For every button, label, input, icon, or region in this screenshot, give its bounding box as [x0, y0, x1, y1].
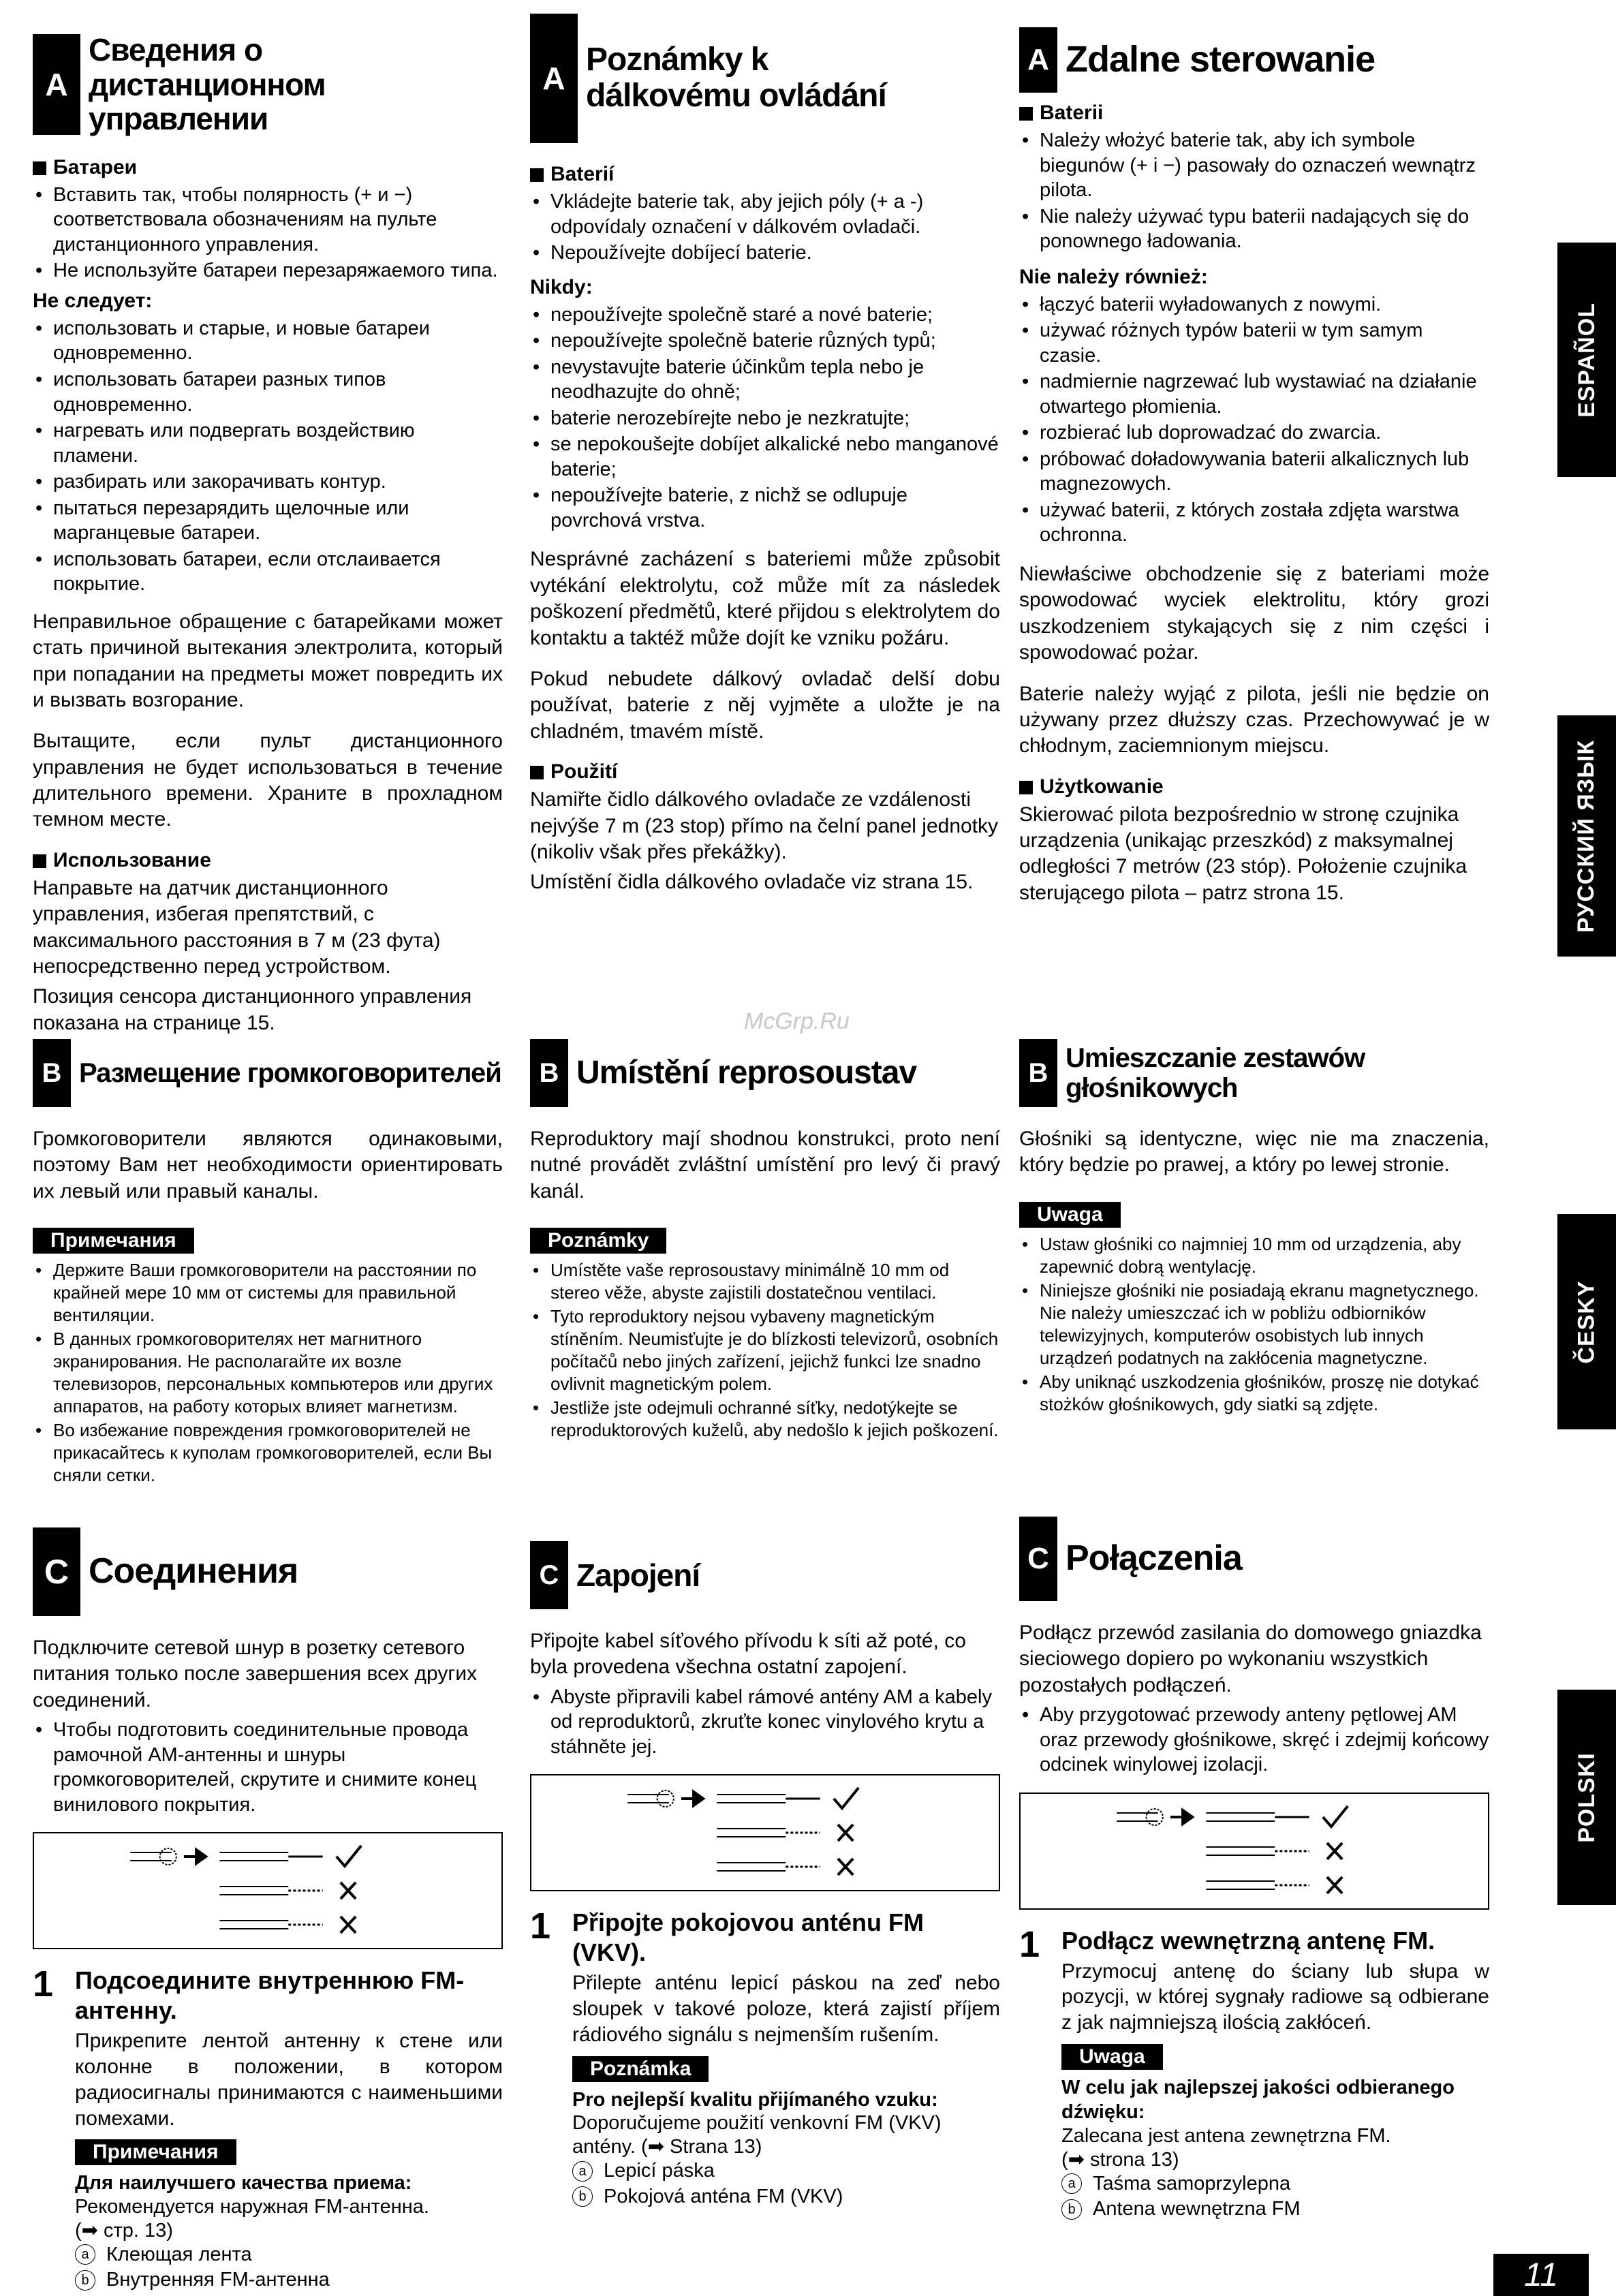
- section-letter: B: [1019, 1039, 1057, 1107]
- list-item: • Во избежание повреждения громкоговорителей не прикасайтесь к куполам громкоговорителей, если Вы сняли сетки.: [33, 1419, 503, 1487]
- wire-diagram: [531, 1775, 999, 1890]
- page-reference: (➡ стр. 13): [75, 2219, 173, 2241]
- prep-list: [33, 1718, 503, 1817]
- section-title: Zdalne sterowanie: [1066, 39, 1376, 80]
- letter-b-icon: b: [572, 2186, 593, 2207]
- letter-b-icon: b: [75, 2270, 95, 2291]
- list-item: • Aby przygotować przewody anteny pętlowej AM oraz przewody głośnikowe, skręć i zdejmij końcowy odcinek winylowej izolacji.: [1019, 1703, 1489, 1778]
- section-header: [1019, 1517, 1489, 1601]
- arrow-right-icon: [1170, 1810, 1192, 1824]
- side-tab-polski: POLSKI: [1557, 1690, 1616, 1905]
- wire-prep-diagram: [33, 1832, 503, 1949]
- list-item: • nevystavujte baterie účinkům tepla nebo je neodhazujte do ohně;: [530, 355, 1000, 405]
- dont-heading: Nie należy również:: [1019, 265, 1208, 288]
- list-item: • Nepoužívejte dobíjecí baterie.: [530, 241, 1000, 266]
- cross-icon: [838, 1825, 853, 1841]
- section-c-ru: [33, 1527, 503, 2293]
- batteries-list: [1019, 128, 1489, 254]
- list-item: • Należy włożyć baterie tak, aby ich symbole biegunów (+ i −) pasowały do oznaczeń wewnątrz pilota.: [1019, 128, 1489, 203]
- paragraph: Głośniki są identyczne, więc nie ma znaczenia, który będzie po prawej, a który po lewej stronie.: [1019, 1128, 1489, 1177]
- section-title: Umieszczanie zestawów głośnikowych: [1066, 1043, 1365, 1103]
- prep-list: [530, 1685, 1000, 1760]
- paragraph: Nesprávné zacházení s bateriemi může způsobit vytékání elektrolytu, což může mít za následek poškození předmětů, které přijdou s elektrolytem do kontaktu a taktéž může dojít ke vzniku požáru.: [530, 548, 1000, 649]
- cross-icon: [341, 1917, 356, 1933]
- notes-list: [33, 1259, 503, 1487]
- paragraph: Skierować pilota bezpośrednio w stronę czujnika urządzenia (unikając przeszkód) z maksymalnej odległości 7 metrów (23 stóp). Położenie czujnika sterującego pilota – patrz strona 15.: [1019, 803, 1467, 904]
- notes-label: Uwaga: [1019, 1202, 1121, 1228]
- section-header: [530, 1039, 1000, 1107]
- section-header: [33, 1039, 503, 1107]
- list-item: • Ustaw głośniki co najmniej 10 mm od urządzenia, aby zapewnić dobrą wentylację.: [1019, 1233, 1489, 1278]
- list-item: • Не используйте батареи перезаряжаемого типа.: [33, 258, 503, 283]
- section-c-pl: [1019, 1517, 1489, 2222]
- step-1: [1019, 1923, 1489, 2222]
- list-item: • использовать батареи разных типов одновременно.: [33, 367, 503, 417]
- section-b-cz: [530, 1039, 1000, 1443]
- section-a-cz: [530, 14, 1000, 900]
- list-item: • Vkládejte baterie tak, aby jejich póly (+ a -) odpovídaly označení v dálkovém ovladači.: [530, 189, 1000, 239]
- cross-icon: [1327, 1877, 1342, 1893]
- section-title: Соединения: [89, 1551, 298, 1592]
- label-b: b Pokojová anténa FM (VKV): [572, 2184, 1000, 2210]
- paragraph: Pokud nebudete dálkový ovladač delší dobu používat, baterie z něj vyjměte a uložte je na chladném, tmavém místě.: [530, 667, 1000, 743]
- list-item: • Вставить так, чтобы полярность (+ и −) соответствовала обозначениям на пульте дистанционного управления.: [33, 183, 503, 258]
- list-item: • пытаться перезарядить щелочные или марганцевые батареи.: [33, 496, 503, 546]
- list-item: • nadmiernie nagrzewać lub wystawiać na działanie otwartego płomienia.: [1019, 369, 1489, 419]
- section-c-cz: [530, 1541, 1000, 2209]
- wire-diagram: [1021, 1794, 1488, 1908]
- paragraph: Připojte kabel síťového přívodu k síti až poté, co byla provedena všechna ostatní zapojení.: [530, 1630, 966, 1679]
- section-letter: A: [1019, 27, 1057, 93]
- paragraph: Reproduktory mají shodnou konstrukci, proto není nutné provádět zvláštní umístění pro levý či pravý kanál.: [530, 1128, 1000, 1203]
- paragraph: Namiřte čidlo dálkového ovladače ze vzdálenosti nejvýše 7 m (23 stop) přímo na čelní panel jednotky (nikoliv však přes překážky).: [530, 788, 999, 863]
- section-header: [530, 14, 1000, 143]
- step-text: Прикрепите лентой антенну к стене или колонне в положении, в котором радиосигналы принимаются с наименьшими помехами.: [75, 2030, 503, 2130]
- section-header: [1019, 1039, 1489, 1107]
- section-header: [33, 33, 503, 136]
- step-1: [530, 1908, 1000, 2209]
- usage-heading: Использование: [33, 848, 503, 873]
- section-header: [530, 1541, 1000, 1609]
- list-item: • использовать и старые, и новые батареи одновременно.: [33, 316, 503, 366]
- batteries-list: [530, 189, 1000, 266]
- list-item: • Tyto reproduktory nejsou vybaveny magnetickým stíněním. Neumisťujte je do blízkosti televizorů, osobních počítačů nebo jiných zařízení, jejichž funkci lze snadno ovlivnit magnetickým polem.: [530, 1305, 1000, 1395]
- list-item: • łączyć baterii wyładowanych z nowymi.: [1019, 292, 1489, 317]
- best-reception-heading: Pro nejlepší kvalitu přijímaného vzuku:: [572, 2088, 938, 2111]
- list-item: • używać baterii, z których została zdjęta warstwa ochronna.: [1019, 498, 1489, 548]
- section-letter: C: [1019, 1517, 1057, 1601]
- section-letter: B: [530, 1039, 568, 1107]
- list-item: • В данных громкоговорителях нет магнитного экранирования. Не располагайте их возле телевизоров, персональных компьютеров или других аппаратов, на работу которых влияет магнетизм.: [33, 1328, 503, 1418]
- arrow-right-icon: [681, 1792, 703, 1805]
- watermark: McGrp.Ru: [744, 1008, 850, 1034]
- list-item: • Jestliže jste odejmuli ochranné síťky, nedotýkejte se reproduktorových kuželů, aby nedošlo k jejich poškození.: [530, 1397, 1000, 1442]
- letter-b-icon: b: [1061, 2199, 1082, 2220]
- list-item: • nepoužívejte společně baterie různých typů;: [530, 328, 1000, 354]
- list-item: • Aby uniknąć uszkodzenia głośników, proszę nie dotykać stożków głośnikowych, gdy siatki są zdjęte.: [1019, 1371, 1489, 1416]
- notes-list: [530, 1259, 1000, 1442]
- notes-list: [1019, 1233, 1489, 1416]
- paragraph: Вытащите, если пульт дистанционного управления не будет использоваться в течение длительного времени. Храните в прохладном темном месте.: [33, 730, 503, 831]
- paragraph: Направьте на датчик дистанционного управления, избегая препятствий, с максимального расстояния в 7 м (23 фута) непосредственно перед устройством.: [33, 876, 441, 978]
- best-reception-text: Doporučujeme použití venkovní FM (VKV) antény. (➡ Strana 13): [572, 2111, 942, 2158]
- list-item: • нагревать или подвергать воздействию пламени.: [33, 418, 503, 468]
- paragraph: Подключите сетевой шнур в розетку сетевого питания только после завершения всех других соединений.: [33, 1636, 478, 1711]
- paragraph: Громкоговорители являются одинаковыми, поэтому Вам нет необходимости ориентировать их левый или правый каналы.: [33, 1128, 503, 1203]
- section-letter: C: [33, 1527, 80, 1616]
- list-item: • próbować doładowywania baterii alkalicznych lub magnezowych.: [1019, 447, 1489, 497]
- letter-a-icon: a: [572, 2161, 593, 2182]
- notes-label: Uwaga: [1061, 2044, 1163, 2070]
- prep-list: [1019, 1703, 1489, 1778]
- batteries-list: [33, 183, 503, 283]
- paragraph: Niewłaściwe obchodzenie się z bateriami może spowodować wyciek elektrolitu, który grozi uszkodzeniem stykających się z nim części i spowodować pożar.: [1019, 562, 1489, 664]
- step-number: 1: [530, 1906, 551, 1947]
- section-a-ru: [33, 33, 503, 1040]
- paragraph: Umístění čidla dálkového ovladače viz strana 15.: [530, 871, 974, 894]
- list-item: • Nie należy używać typu baterii nadających się do ponownego ładowania.: [1019, 204, 1489, 254]
- list-item: • se nepokoušejte dobíjet alkalické nebo manganové baterie;: [530, 432, 1000, 482]
- step-1: [33, 1966, 503, 2293]
- dont-heading: Nikdy:: [530, 275, 593, 298]
- list-item: • nepoužívejte baterie, z nichž se odlupuje povrchová vrstva.: [530, 483, 1000, 533]
- section-title: Сведения о дистанционном управлении: [89, 32, 326, 137]
- list-item: • Umístěte vaše reprosoustavy minimálně 10 mm od stereo věže, abyste zajistili dostatečnou ventilaci.: [530, 1259, 1000, 1304]
- label-a: a Клеющая лента: [75, 2242, 503, 2268]
- notes-label: Poznámky: [530, 1228, 666, 1254]
- label-b: b Antena wewnętrzna FM: [1061, 2197, 1489, 2222]
- check-icon: [337, 1846, 361, 1866]
- paragraph: Позиция сенсора дистанционного управления показана на странице 15.: [33, 985, 472, 1034]
- list-item: • Niniejsze głośniki nie posiadają ekranu magnetycznego. Nie należy umieszczać ich w pobliżu odbiorników telewizyjnych, komputerów osobistych lub innych urządzeń podatnych na zakłócenia magnetyczne.: [1019, 1279, 1489, 1369]
- section-letter: C: [530, 1541, 568, 1609]
- letter-a-icon: a: [1061, 2173, 1082, 2194]
- list-item: • Держите Ваши громкоговорители на расстоянии по крайней мере 10 мм от системы для правильной вентиляции.: [33, 1259, 503, 1327]
- list-item: • rozbierać lub doprowadzać do zwarcia.: [1019, 420, 1489, 446]
- section-title: Poznámky k dálkovému ovládání: [586, 42, 886, 114]
- twist-icon: [657, 1790, 674, 1807]
- step-title: Подсоедините внутреннюю FM-антенну.: [75, 1966, 465, 2025]
- section-title: Zapojení: [576, 1557, 700, 1593]
- section-title: Połączenia: [1066, 1538, 1242, 1579]
- label-b: b Внутренняя FM-антенна: [75, 2267, 503, 2293]
- step-number: 1: [1019, 1923, 1040, 1965]
- notes-label: Примечания: [33, 1228, 194, 1254]
- letter-a-icon: a: [75, 2244, 95, 2265]
- check-icon: [1323, 1806, 1348, 1827]
- section-header: [1019, 27, 1489, 93]
- notes-label: Примечания: [75, 2139, 236, 2165]
- section-letter: A: [33, 34, 80, 135]
- label-a: a Lepicí páska: [572, 2158, 1000, 2184]
- cross-icon: [838, 1859, 853, 1875]
- best-reception-text: Zalecana jest antena zewnętrzna FM.: [1061, 2124, 1391, 2147]
- twist-icon: [1147, 1809, 1163, 1825]
- page-reference: (➡ strona 13): [1061, 2148, 1179, 2171]
- step-text: Přilepte anténu lepicí páskou na zeď nebo sloupek v takové poloze, která zajistí příjem rádiového signálu s nejmenším rušením.: [572, 1972, 1000, 2046]
- best-reception-text: Рекомендуется наружная FM-антенна.: [75, 2195, 429, 2218]
- check-icon: [834, 1788, 858, 1808]
- best-reception-heading: Для наилучшего качества приема:: [75, 2172, 412, 2194]
- usage-heading: Użytkowanie: [1019, 775, 1489, 799]
- side-tab-espanol: ESPAÑOL: [1557, 243, 1616, 477]
- wire-diagram: [34, 1833, 501, 1948]
- section-letter: A: [530, 14, 578, 143]
- dont-list: [33, 316, 503, 597]
- section-b-ru: [33, 1039, 503, 1488]
- cross-icon: [341, 1882, 356, 1899]
- section-letter: B: [33, 1039, 71, 1107]
- section-b-pl: [1019, 1039, 1489, 1417]
- label-a: a Taśma samoprzylepna: [1061, 2171, 1489, 2197]
- dont-list: [1019, 292, 1489, 548]
- section-title: Umístění reprosoustav: [576, 1054, 917, 1091]
- wire-prep-diagram: [1019, 1793, 1489, 1910]
- step-title: Podłącz wewnętrzną antenę FM.: [1061, 1926, 1435, 1955]
- list-item: • baterie nerozebírejte nebo je nezkratujte;: [530, 406, 1000, 431]
- dont-heading: Не следует:: [33, 289, 153, 312]
- step-text: Przymocuj antenę do ściany lub słupa w pozycji, w której sygnały radiowe są odbierane z jak najmniejszą ilością zakłóceń.: [1061, 1959, 1489, 2034]
- side-tab-russian: РУССКИЙ ЯЗЫК: [1557, 715, 1616, 957]
- paragraph: Неправильное обращение с батарейками может стать причиной вытекания электролита, который при попадании на предметы может повредить их и вызвать возгорание.: [33, 610, 503, 711]
- paragraph: Podłącz przewód zasilania do domowego gniazdka sieciowego dopiero po wykonaniu wszystkich pozostałych podłączeń.: [1019, 1622, 1482, 1696]
- batteries-heading: Батареи: [33, 155, 503, 180]
- list-item: • nepoužívejte společně staré a nové baterie;: [530, 302, 1000, 328]
- list-item: • Чтобы подготовить соединительные провода рамочной АМ-антенны и шнуры громкоговорителей, скрутите и снимите конец винилового покрытия.: [33, 1718, 503, 1817]
- step-title: Připojte pokojovou anténu FM (VKV).: [572, 1908, 924, 1967]
- paragraph: Baterie należy wyjąć z pilota, jeśli nie będzie on używany przez dłuższy czas. Przechowywać je w chłodnym, zaciemnionym miejscu.: [1019, 682, 1489, 758]
- section-a-pl: [1019, 27, 1489, 910]
- twist-icon: [160, 1848, 176, 1865]
- list-item: • разбирать или закорачивать контур.: [33, 469, 503, 495]
- wire-prep-diagram: [530, 1774, 1000, 1891]
- batteries-heading: Baterii: [1019, 101, 1489, 125]
- arrow-right-icon: [184, 1850, 206, 1863]
- side-tab-cesky: ČESKY: [1557, 1214, 1616, 1429]
- list-item: • Abyste připravili kabel rámové antény AM a kabely od reproduktorů, zkruťte konec vinylového krytu a stáhněte jej.: [530, 1685, 1000, 1760]
- dont-list: [530, 302, 1000, 533]
- notes-label: Poznámka: [572, 2056, 709, 2082]
- usage-heading: Použití: [530, 760, 1000, 784]
- list-item: • używać różnych typów baterii w tym samym czasie.: [1019, 318, 1489, 368]
- section-title: Размещение громкоговорителей: [79, 1058, 501, 1088]
- page-number: 11: [1493, 2254, 1589, 2296]
- batteries-heading: Baterií: [530, 162, 1000, 187]
- best-reception-heading: W celu jak najlepszej jakości odbieranego dźwięku:: [1061, 2077, 1455, 2124]
- list-item: • использовать батареи, если отслаивается покрытие.: [33, 547, 503, 597]
- cross-icon: [1327, 1843, 1342, 1859]
- step-number: 1: [33, 1964, 54, 2005]
- section-header: [33, 1527, 503, 1616]
